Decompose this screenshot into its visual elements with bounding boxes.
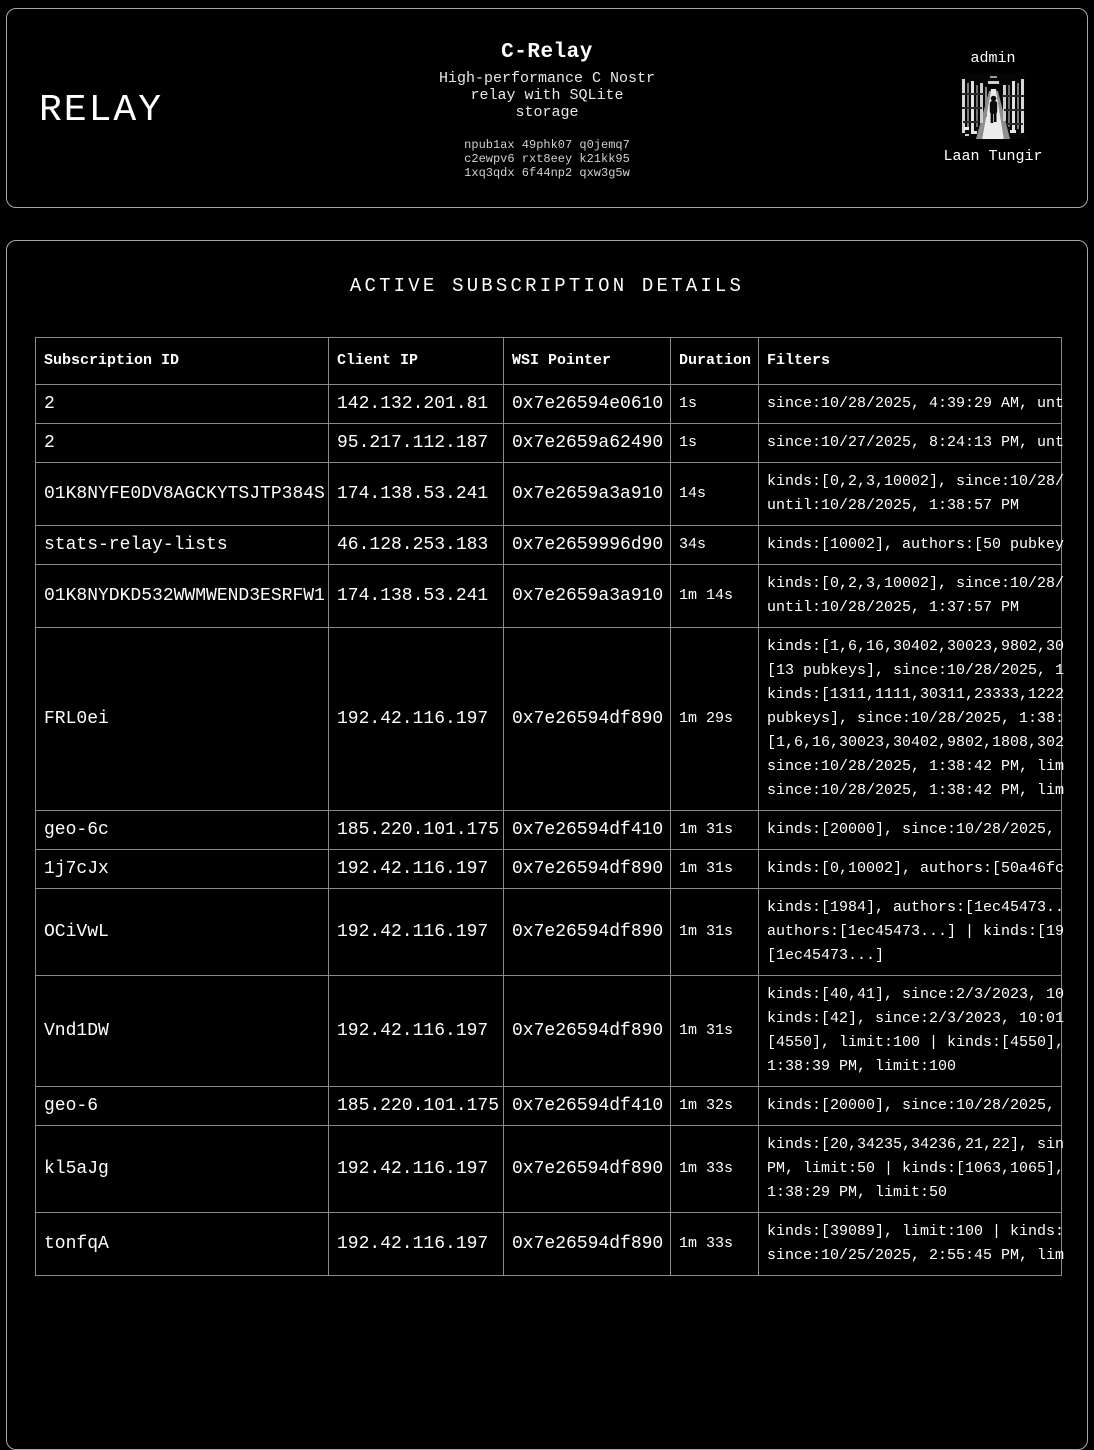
filter-line: kinds:[1,6,16,30402,30023,9802,30 bbox=[767, 638, 1065, 655]
admin-avatar[interactable] bbox=[960, 73, 1026, 139]
cell-duration: 1m 31s bbox=[671, 811, 759, 850]
cell-client-ip: 192.42.116.197 bbox=[329, 850, 504, 889]
subscriptions-panel bbox=[6, 240, 1088, 1450]
cell-client-ip: 142.132.201.81 bbox=[329, 385, 504, 424]
subtitle-line: relay with SQLite bbox=[470, 87, 624, 104]
subscription-row bbox=[36, 850, 1062, 889]
filter-line: kinds:[0,2,3,10002], since:10/28/ bbox=[767, 575, 1065, 592]
filter-line: kinds:[20000], since:10/28/2025, bbox=[767, 821, 1056, 838]
filter-line: kinds:[10002], authors:[50 pubkey bbox=[767, 536, 1065, 553]
filter-line: kinds:[1984], authors:[1ec45473.. bbox=[767, 899, 1065, 916]
cell-subscription-id: 01K8NYDKD532WWMWEND3ESRFW1 bbox=[36, 565, 329, 628]
cell-wsi-pointer: 0x7e2659a3a910 bbox=[504, 463, 671, 526]
cell-filters bbox=[759, 889, 1065, 976]
cell-subscription-id: geo-6c bbox=[36, 811, 329, 850]
filter-line: since:10/28/2025, 1:38:42 PM, lim bbox=[767, 782, 1065, 799]
subscription-row bbox=[36, 526, 1062, 565]
cell-filters bbox=[759, 1213, 1065, 1276]
app-title: C-Relay bbox=[501, 41, 593, 64]
app-subtitle bbox=[439, 70, 655, 121]
cell-filters bbox=[759, 811, 1062, 850]
cell-subscription-id: FRL0ei bbox=[36, 628, 329, 811]
admin-name: Laan Tungir bbox=[943, 148, 1043, 165]
subscriptions-title: ACTIVE SUBSCRIPTION DETAILS bbox=[349, 275, 745, 297]
filter-line: [1,6,16,30023,30402,9802,1808,302 bbox=[767, 734, 1065, 751]
cell-filters bbox=[759, 424, 1065, 463]
cell-wsi-pointer: 0x7e2659a3a910 bbox=[504, 565, 671, 628]
cell-wsi-pointer: 0x7e26594df410 bbox=[504, 1087, 671, 1126]
cell-filters bbox=[759, 1126, 1065, 1213]
col-header-subscription-id: Subscription ID bbox=[36, 338, 329, 385]
cell-subscription-id: stats-relay-lists bbox=[36, 526, 329, 565]
filter-line: 1:38:29 PM, limit:50 bbox=[767, 1184, 948, 1201]
cell-wsi-pointer: 0x7e26594df890 bbox=[504, 889, 671, 976]
relay-info bbox=[439, 41, 655, 180]
col-header-filters: Filters bbox=[759, 338, 1062, 385]
header-panel bbox=[6, 8, 1088, 208]
cell-wsi-pointer: 0x7e26594df890 bbox=[504, 850, 671, 889]
cell-filters bbox=[759, 385, 1065, 424]
admin-block bbox=[941, 50, 1045, 165]
relay-logo: RELAY bbox=[39, 89, 164, 132]
npub-line: 1xq3qdx 6f44np2 qxw3g5w bbox=[464, 166, 630, 180]
cell-wsi-pointer: 0x7e26594df890 bbox=[504, 1126, 671, 1213]
filter-line: pubkeys], since:10/28/2025, 1:38: bbox=[767, 710, 1065, 727]
cell-subscription-id: geo-6 bbox=[36, 1087, 329, 1126]
subtitle-line: High-performance C Nostr bbox=[438, 70, 656, 87]
cell-duration: 34s bbox=[671, 526, 759, 565]
cell-wsi-pointer: 0x7e26594df890 bbox=[504, 628, 671, 811]
cell-duration: 14s bbox=[671, 463, 759, 526]
filter-line: until:10/28/2025, 1:38:57 PM bbox=[767, 497, 1020, 514]
subscription-row bbox=[36, 1126, 1062, 1213]
cell-client-ip: 185.220.101.175 bbox=[329, 811, 504, 850]
col-header-duration: Duration bbox=[671, 338, 759, 385]
cell-wsi-pointer: 0x7e26594df410 bbox=[504, 811, 671, 850]
filter-line: since:10/27/2025, 8:24:13 PM, unt bbox=[767, 434, 1065, 451]
filter-line: kinds:[20000], since:10/28/2025, bbox=[767, 1097, 1056, 1114]
cell-wsi-pointer: 0x7e26594df890 bbox=[504, 976, 671, 1087]
cell-filters bbox=[759, 628, 1065, 811]
subscription-row bbox=[36, 385, 1062, 424]
filter-line: PM, limit:50 | kinds:[1063,1065], bbox=[767, 1160, 1065, 1177]
subtitle-line: storage bbox=[515, 104, 579, 121]
cell-subscription-id: Vnd1DW bbox=[36, 976, 329, 1087]
cell-duration: 1m 32s bbox=[671, 1087, 759, 1126]
cell-duration: 1m 29s bbox=[671, 628, 759, 811]
cell-subscription-id: tonfqA bbox=[36, 1213, 329, 1276]
cell-client-ip: 192.42.116.197 bbox=[329, 889, 504, 976]
cell-duration: 1m 33s bbox=[671, 1126, 759, 1213]
cell-filters bbox=[759, 463, 1065, 526]
filter-line: [13 pubkeys], since:10/28/2025, 1 bbox=[767, 662, 1065, 679]
col-header-wsi-pointer: WSI Pointer bbox=[504, 338, 671, 385]
filter-line: kinds:[39089], limit:100 | kinds: bbox=[767, 1223, 1065, 1240]
cell-subscription-id: 2 bbox=[36, 424, 329, 463]
filter-line: [1ec45473...] bbox=[767, 947, 885, 964]
cell-filters bbox=[759, 1087, 1062, 1126]
col-header-client-ip: Client IP bbox=[329, 338, 504, 385]
cell-duration: 1m 31s bbox=[671, 976, 759, 1087]
subscription-row bbox=[36, 424, 1062, 463]
cell-client-ip: 174.138.53.241 bbox=[329, 463, 504, 526]
filter-line: kinds:[42], since:2/3/2023, 10:01 bbox=[767, 1010, 1065, 1027]
filter-line: since:10/25/2025, 2:55:45 PM, lim bbox=[767, 1247, 1065, 1264]
cell-client-ip: 95.217.112.187 bbox=[329, 424, 504, 463]
table-header-row bbox=[36, 338, 1062, 385]
filter-line: authors:[1ec45473...] | kinds:[19 bbox=[767, 923, 1065, 940]
subscription-row bbox=[36, 565, 1062, 628]
subscription-row bbox=[36, 1087, 1062, 1126]
cell-duration: 1s bbox=[671, 385, 759, 424]
subscription-row bbox=[36, 811, 1062, 850]
filter-line: kinds:[0,2,3,10002], since:10/28/ bbox=[767, 473, 1065, 490]
subscription-row bbox=[36, 889, 1062, 976]
subscription-row bbox=[36, 463, 1062, 526]
filter-line: since:10/28/2025, 4:39:29 AM, unt bbox=[767, 395, 1065, 412]
filter-line: kinds:[0,10002], authors:[50a46fc bbox=[767, 860, 1065, 877]
filter-line: kinds:[40,41], since:2/3/2023, 10 bbox=[767, 986, 1065, 1003]
filter-line: until:10/28/2025, 1:37:57 PM bbox=[767, 599, 1020, 616]
cell-subscription-id: 1j7cJx bbox=[36, 850, 329, 889]
subscription-row bbox=[36, 1213, 1062, 1276]
cell-client-ip: 174.138.53.241 bbox=[329, 565, 504, 628]
cell-client-ip: 192.42.116.197 bbox=[329, 628, 504, 811]
cell-wsi-pointer: 0x7e2659a62490 bbox=[504, 424, 671, 463]
cell-filters bbox=[759, 526, 1065, 565]
cell-subscription-id: 01K8NYFE0DV8AGCKYTSJTP384S bbox=[36, 463, 329, 526]
cell-wsi-pointer: 0x7e26594e0610 bbox=[504, 385, 671, 424]
filter-line: 1:38:39 PM, limit:100 bbox=[767, 1058, 957, 1075]
cell-filters bbox=[759, 976, 1065, 1087]
cell-client-ip: 46.128.253.183 bbox=[329, 526, 504, 565]
cell-client-ip: 185.220.101.175 bbox=[329, 1087, 504, 1126]
cell-wsi-pointer: 0x7e2659996d90 bbox=[504, 526, 671, 565]
cell-client-ip: 192.42.116.197 bbox=[329, 1213, 504, 1276]
filter-line: kinds:[20,34235,34236,21,22], sin bbox=[767, 1136, 1065, 1153]
cell-filters bbox=[759, 565, 1065, 628]
cell-client-ip: 192.42.116.197 bbox=[329, 1126, 504, 1213]
relay-npub bbox=[439, 138, 655, 180]
cell-duration: 1m 33s bbox=[671, 1213, 759, 1276]
subscription-row bbox=[36, 628, 1062, 811]
subscriptions-table bbox=[35, 337, 1065, 1276]
cell-subscription-id: kl5aJg bbox=[36, 1126, 329, 1213]
cell-duration: 1s bbox=[671, 424, 759, 463]
admin-label: admin bbox=[970, 50, 1016, 67]
cell-wsi-pointer: 0x7e26594df890 bbox=[504, 1213, 671, 1276]
filter-line: kinds:[1311,1111,30311,23333,1222 bbox=[767, 686, 1065, 703]
npub-line: c2ewpv6 rxt8eey k21kk95 bbox=[464, 152, 630, 166]
cell-duration: 1m 14s bbox=[671, 565, 759, 628]
filter-line: since:10/28/2025, 1:38:42 PM, lim bbox=[767, 758, 1065, 775]
cell-subscription-id: OCiVwL bbox=[36, 889, 329, 976]
npub-line: npub1ax 49phk07 q0jemq7 bbox=[464, 138, 630, 152]
filter-line: [4550], limit:100 | kinds:[4550], bbox=[767, 1034, 1065, 1051]
cell-duration: 1m 31s bbox=[671, 889, 759, 976]
cell-client-ip: 192.42.116.197 bbox=[329, 976, 504, 1087]
cell-subscription-id: 2 bbox=[36, 385, 329, 424]
cell-duration: 1m 31s bbox=[671, 850, 759, 889]
subscription-row bbox=[36, 976, 1062, 1087]
cell-filters bbox=[759, 850, 1065, 889]
